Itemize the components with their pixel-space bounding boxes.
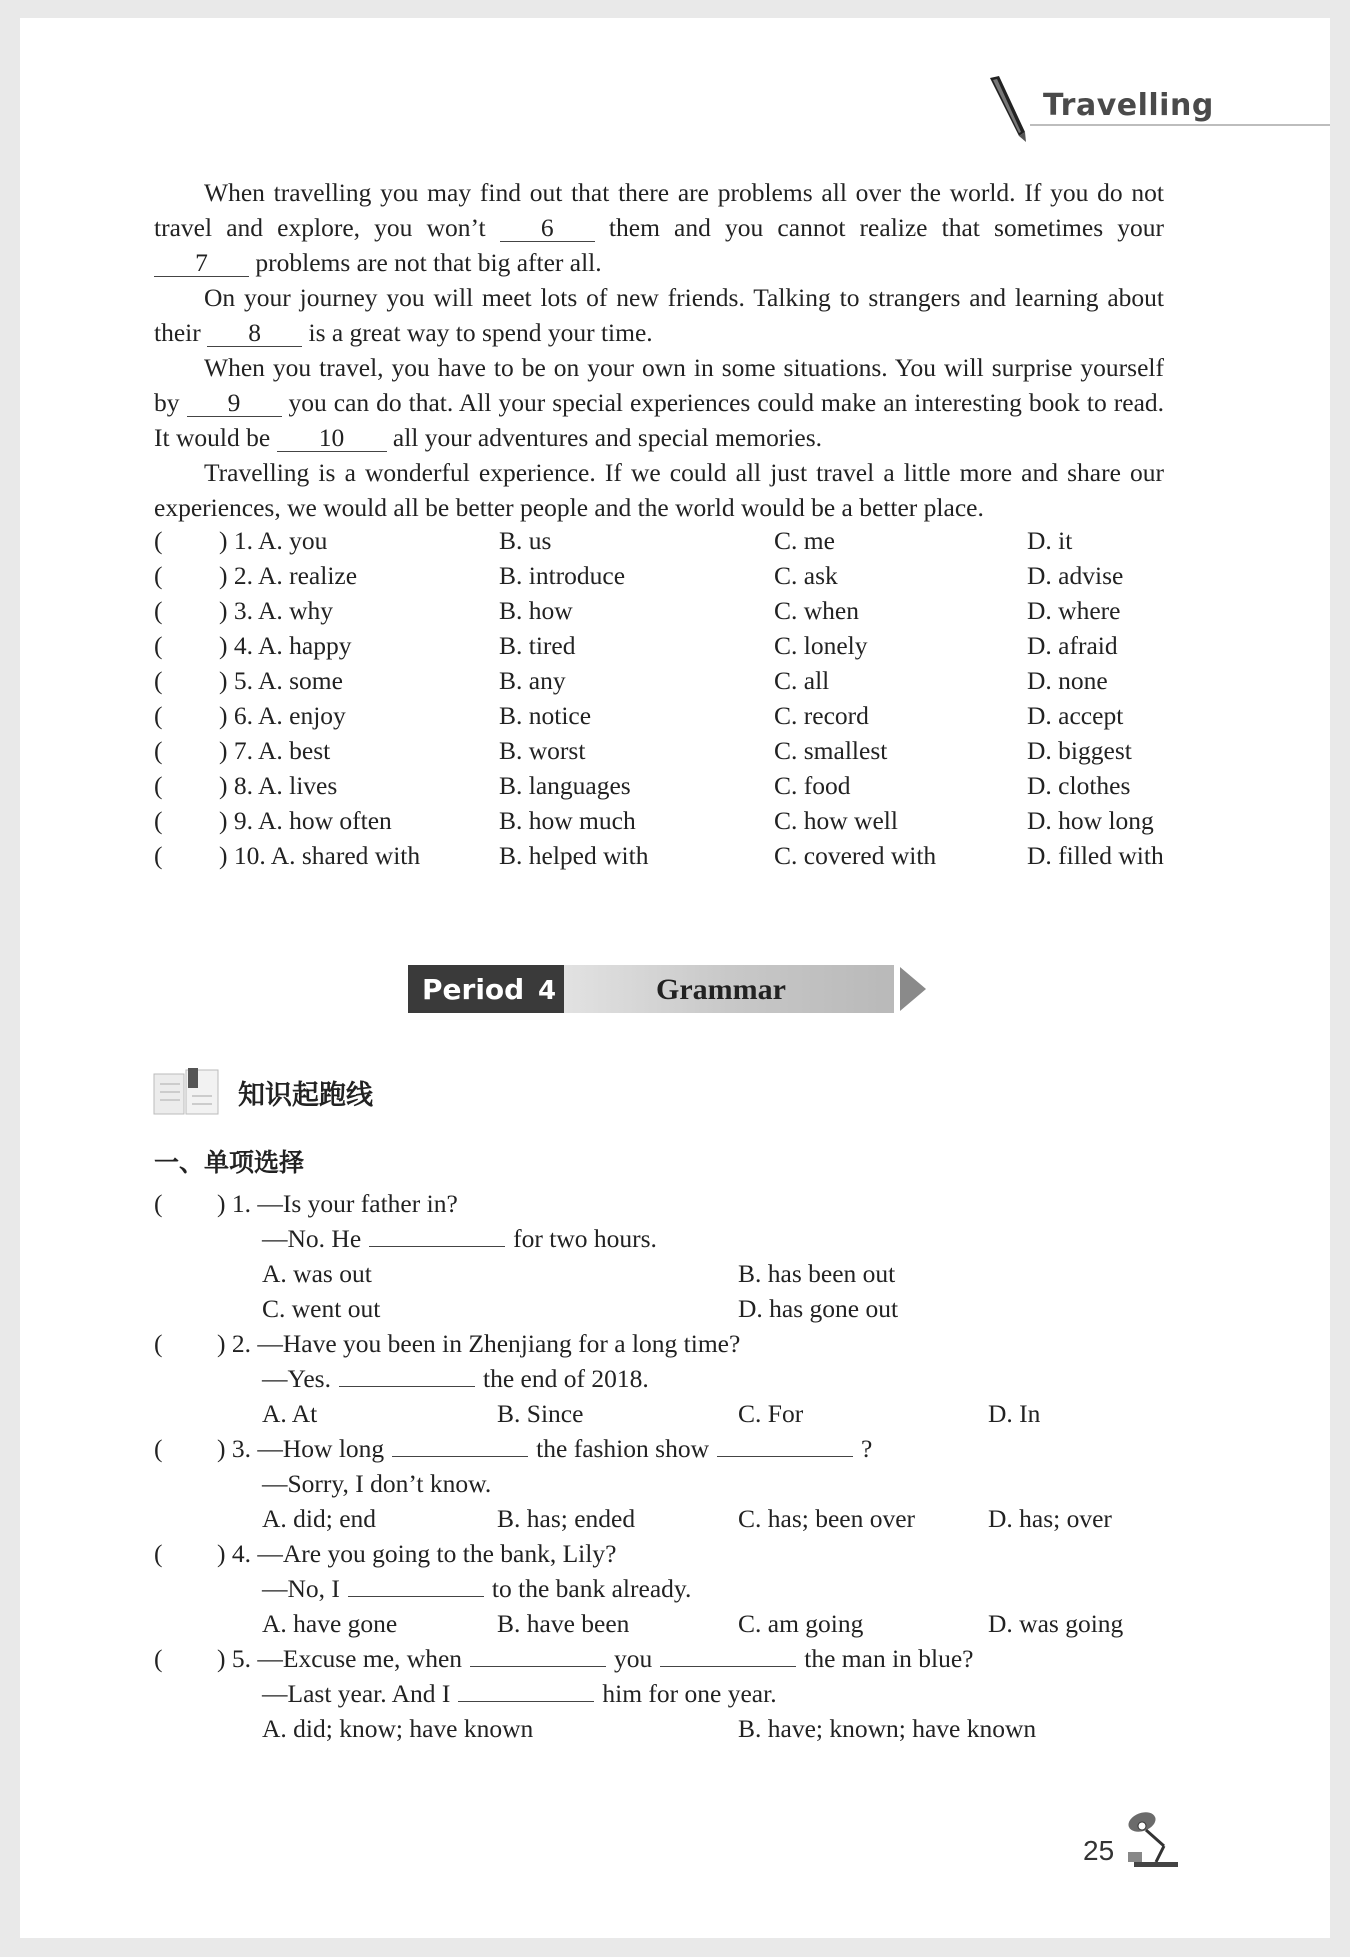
q1-option-c[interactable]: C. went out: [262, 1294, 381, 1323]
q1-option-a[interactable]: A. was out: [262, 1259, 372, 1288]
option-a[interactable]: ) 2. A. realize: [219, 561, 358, 590]
option-d[interactable]: D. clothes: [1027, 771, 1131, 800]
option-b[interactable]: B. how: [499, 596, 573, 625]
option-c[interactable]: C. smallest: [774, 736, 888, 765]
q2-answer-line: —Yes. the end of 2018.: [262, 1364, 649, 1393]
q2-option-c[interactable]: C. For: [738, 1399, 804, 1428]
passage-paragraph-3: When you travel, you have to be on your own in some situations. You will surprise yourself by 9 you can do that. All your special experiences could make an interesting book to read. It would be 10 all your adventures and special memories.: [154, 353, 1165, 452]
q4-paren: (: [154, 1539, 163, 1568]
desk-lamp-icon: [1120, 1808, 1182, 1870]
option-b[interactable]: B. helped with: [499, 841, 649, 870]
option-c[interactable]: C. all: [774, 666, 830, 695]
option-c[interactable]: C. when: [774, 596, 859, 625]
q1-option-d[interactable]: D. has gone out: [738, 1294, 899, 1323]
option-a[interactable]: ) 7. A. best: [219, 736, 331, 765]
option-c[interactable]: C. lonely: [774, 631, 868, 660]
cloze-option-row: [154, 771, 1174, 806]
cloze-option-row: [154, 596, 1174, 631]
passage-paragraph-2: On your journey you will meet lots of new friends. Talking to strangers and learning about their 8 is a great way to spend your time.: [154, 283, 1164, 347]
q3-blank-2[interactable]: [717, 1436, 853, 1457]
q5-paren: (: [154, 1644, 163, 1673]
answer-paren: (: [154, 631, 163, 660]
q5-stem: ) 5. —Excuse me, when you the man in blue?: [217, 1644, 974, 1673]
q4-stem: ) 4. —Are you going to the bank, Lily?: [217, 1539, 617, 1568]
q3-option-d[interactable]: D. has; over: [988, 1504, 1112, 1533]
period-banner: [408, 965, 928, 1015]
option-b[interactable]: B. introduce: [499, 561, 626, 590]
q5-option-b[interactable]: B. have; known; have known: [738, 1714, 1037, 1743]
option-c[interactable]: C. covered with: [774, 841, 937, 870]
q4-option-c[interactable]: C. am going: [738, 1609, 864, 1638]
q1-blank[interactable]: [369, 1226, 505, 1247]
cloze-option-row: [154, 666, 1174, 701]
answer-paren: (: [154, 526, 163, 555]
option-b[interactable]: B. any: [499, 666, 566, 695]
period-number: 4: [538, 976, 557, 1006]
answer-paren: (: [154, 806, 163, 835]
option-d[interactable]: D. advise: [1027, 561, 1124, 590]
option-a[interactable]: ) 8. A. lives: [219, 771, 338, 800]
option-d[interactable]: D. where: [1027, 596, 1121, 625]
q4-blank[interactable]: [348, 1576, 484, 1597]
cloze-option-row: [154, 526, 1174, 561]
option-a[interactable]: ) 4. A. happy: [219, 631, 352, 660]
period-label: Period: [422, 973, 525, 1006]
q1-answer-line: —No. He for two hours.: [262, 1224, 657, 1253]
q4-answer-line: —No, I to the bank already.: [262, 1574, 692, 1603]
option-b[interactable]: B. us: [499, 526, 552, 555]
option-a[interactable]: ) 10. A. shared with: [219, 841, 421, 870]
answer-paren: (: [154, 771, 163, 800]
option-d[interactable]: D. accept: [1027, 701, 1124, 730]
section-subtitle: 一、单项选择: [154, 1148, 305, 1177]
cloze-option-row: [154, 631, 1174, 666]
blank-10[interactable]: 10: [277, 425, 387, 452]
option-d[interactable]: D. afraid: [1027, 631, 1118, 660]
q4-option-a[interactable]: A. have gone: [262, 1609, 398, 1638]
option-c[interactable]: C. record: [774, 701, 869, 730]
answer-paren: (: [154, 596, 163, 625]
answer-paren: (: [154, 701, 163, 730]
q2-stem: ) 2. —Have you been in Zhenjiang for a long time?: [217, 1329, 741, 1358]
option-a[interactable]: ) 3. A. why: [219, 596, 334, 625]
q3-option-a[interactable]: A. did; end: [262, 1504, 377, 1533]
option-a[interactable]: ) 1. A. you: [219, 526, 328, 555]
blank-8[interactable]: 8: [207, 320, 302, 347]
option-c[interactable]: C. me: [774, 526, 835, 555]
q3-option-c[interactable]: C. has; been over: [738, 1504, 916, 1533]
q2-blank[interactable]: [339, 1366, 475, 1387]
q3-blank-1[interactable]: [392, 1436, 528, 1457]
blank-6[interactable]: 6: [500, 215, 595, 242]
q3-paren: (: [154, 1434, 163, 1463]
answer-paren: (: [154, 736, 163, 765]
q3-answer-line: —Sorry, I don’t know.: [262, 1469, 492, 1498]
book-icon: [152, 1066, 222, 1118]
option-c[interactable]: C. ask: [774, 561, 838, 590]
section-title: 知识起跑线: [238, 1080, 373, 1111]
header-rule: [1030, 124, 1330, 126]
answer-paren: (: [154, 561, 163, 590]
q5-blank-2[interactable]: [660, 1646, 796, 1667]
option-d[interactable]: D. none: [1027, 666, 1108, 695]
q4-option-b[interactable]: B. have been: [497, 1609, 630, 1638]
option-b[interactable]: B. tired: [499, 631, 576, 660]
passage-paragraph-4: Travelling is a wonderful experience. If we could all just travel a little more and share our experiences, we would all be better people and the world would be a better place.: [154, 458, 1164, 522]
option-d[interactable]: D. filled with: [1027, 841, 1164, 870]
cloze-option-row: [154, 701, 1174, 736]
q2-option-d[interactable]: D. In: [988, 1399, 1041, 1428]
cloze-option-row: [154, 561, 1174, 596]
page-number: 25: [1083, 1835, 1115, 1866]
option-b[interactable]: B. notice: [499, 701, 592, 730]
blank-9[interactable]: 9: [187, 390, 282, 417]
option-b[interactable]: B. how much: [499, 806, 636, 835]
q3-stem: ) 3. —How long the fashion show ?: [217, 1434, 873, 1463]
option-b[interactable]: B. worst: [499, 736, 586, 765]
passage-paragraph-1: When travelling you may find out that there are problems all over the world. If you do not travel and explore, you won’t 6 them and you cannot realize that sometimes your 7 problems are not that big after all.: [154, 178, 1165, 277]
cloze-option-row: [154, 806, 1174, 841]
option-a[interactable]: ) 5. A. some: [219, 666, 343, 695]
pen-icon: [985, 74, 1035, 144]
option-b[interactable]: B. languages: [499, 771, 631, 800]
period-topic: Grammar: [656, 973, 786, 1006]
q2-option-a[interactable]: A. At: [262, 1399, 318, 1428]
option-c[interactable]: C. how well: [774, 806, 898, 835]
q1-stem: ) 1. —Is your father in?: [217, 1189, 458, 1218]
chapter-title: Travelling: [1043, 88, 1214, 123]
q3-option-b[interactable]: B. has; ended: [497, 1504, 636, 1533]
option-a[interactable]: ) 6. A. enjoy: [219, 701, 346, 730]
option-d[interactable]: D. biggest: [1027, 736, 1132, 765]
option-c[interactable]: C. food: [774, 771, 851, 800]
q2-option-b[interactable]: B. Since: [497, 1399, 584, 1428]
q5-blank-1[interactable]: [470, 1646, 606, 1667]
option-d[interactable]: D. how long: [1027, 806, 1154, 835]
q5-answer-line: —Last year. And I him for one year.: [262, 1679, 777, 1708]
option-d[interactable]: D. it: [1027, 526, 1073, 555]
blank-7[interactable]: 7: [154, 250, 249, 277]
option-a[interactable]: ) 9. A. how often: [219, 806, 392, 835]
q4-option-d[interactable]: D. was going: [988, 1609, 1124, 1638]
answer-paren: (: [154, 666, 163, 695]
q5-blank-3[interactable]: [458, 1681, 594, 1702]
q1-option-b[interactable]: B. has been out: [738, 1259, 896, 1288]
cloze-option-row: [154, 736, 1174, 771]
q5-option-a[interactable]: A. did; know; have known: [262, 1714, 534, 1743]
cloze-option-row: [154, 841, 1174, 876]
answer-paren: (: [154, 841, 163, 870]
q2-paren: (: [154, 1329, 163, 1358]
q1-paren: (: [154, 1189, 163, 1218]
